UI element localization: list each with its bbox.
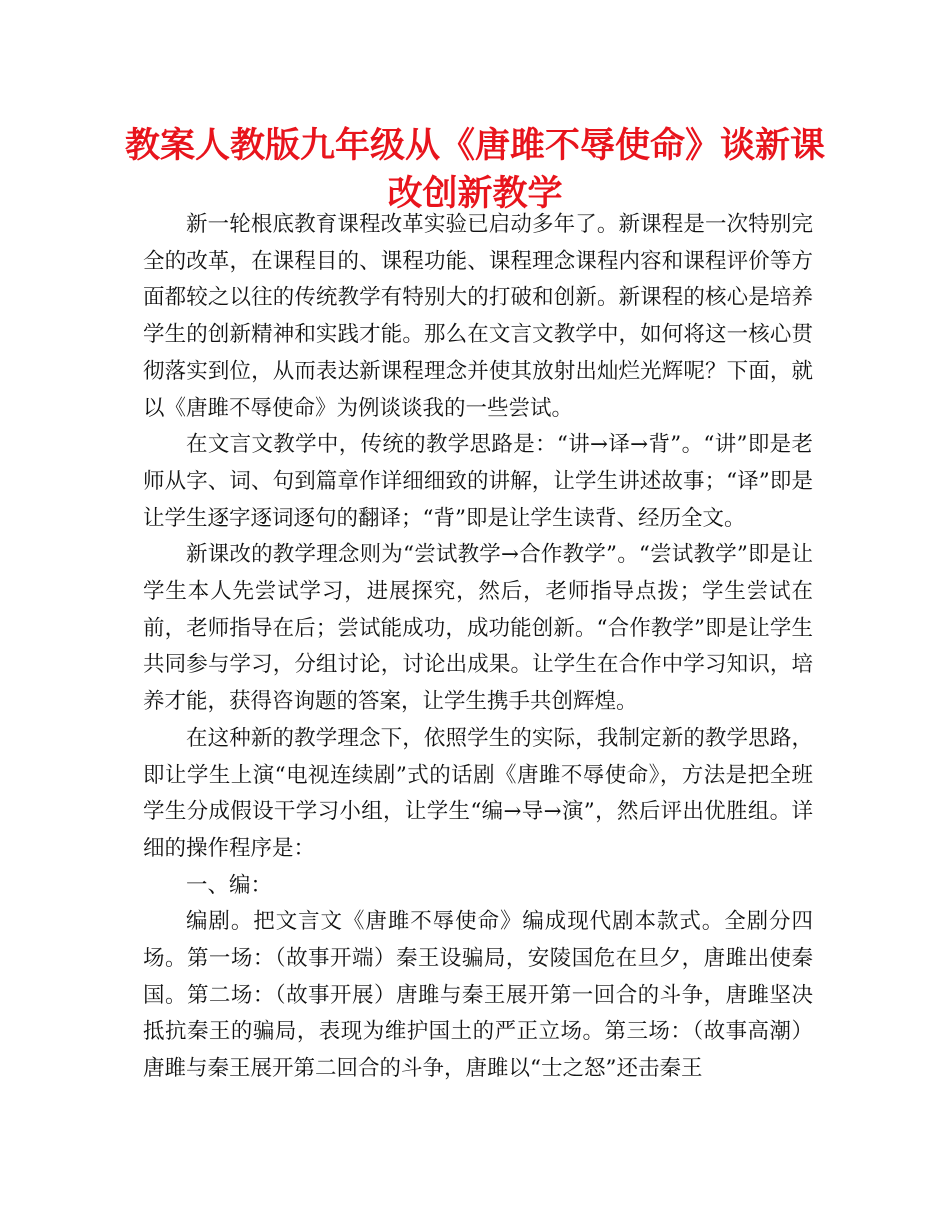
paragraph: 编剧。把文言文《唐雎不辱使命》编成现代剧本款式。全剧分四场。第一场：（故事开端）秦王设骗局，安陵国危在旦夕，唐雎出使秦国。第二场：（故事开展）唐雎与秦王展开第一回合的斗争，唐雎坚决抵抗秦王的骗局，表现为维护国土的严正立场。第三场：（故事高潮）唐雎与秦王展开第二回合的斗争，唐雎以“士之怒”还击秦王 bbox=[143, 909, 813, 1082]
paragraph: 新课改的教学理念则为“尝试教学→合作教学”。“尝试教学”即是让学生本人先尝试学习，进展探究，然后，老师指导点拨；学生尝试在前，老师指导在后；尝试能成功，成功能创新。“合作教学”即是让学生共同参与学习，分组讨论，讨论出成果。让学生在合作中学习知识，培养才能，获得咨询题的答案，让学生携手共创辉煌。 bbox=[143, 542, 813, 715]
paragraph: 在文言文教学中，传统的教学思路是：“讲→译→背”。“讲”即是老师从字、词、句到篇章作详细细致的讲解，让学生讲述故事；“译”即是让学生逐字逐词逐句的翻译；“背”即是让学生读背、经历全文。 bbox=[143, 432, 813, 531]
document-body bbox=[143, 207, 813, 1088]
paragraph: 新一轮根底教育课程改革实验已启动多年了。新课程是一次特别完全的改革，在课程目的、课程功能、课程理念课程内容和课程评价等方面都较之以往的传统教学有特别大的打破和创新。新课程的核心是培养学生的创新精神和实践才能。那么在文言文教学中，如何将这一核心贯彻落实到位，从而表达新课程理念并使其放射出灿烂光辉呢？下面，就以《唐雎不辱使命》为例谈谈我的一些尝试。 bbox=[143, 212, 813, 421]
section-heading: 一、编： bbox=[186, 872, 273, 898]
document-title: 教案人教版九年级从《唐雎不辱使命》谈新课改创新教学 bbox=[124, 126, 825, 214]
paragraph: 在这种新的教学理念下，依照学生的实际，我制定新的教学思路，即让学生上演“电视连续剧”式的话剧《唐雎不辱使命》，方法是把全班学生分成假设干学习小组，让学生“编→导→演”，然后评出优胜组。详细的操作程序是： bbox=[143, 725, 813, 861]
